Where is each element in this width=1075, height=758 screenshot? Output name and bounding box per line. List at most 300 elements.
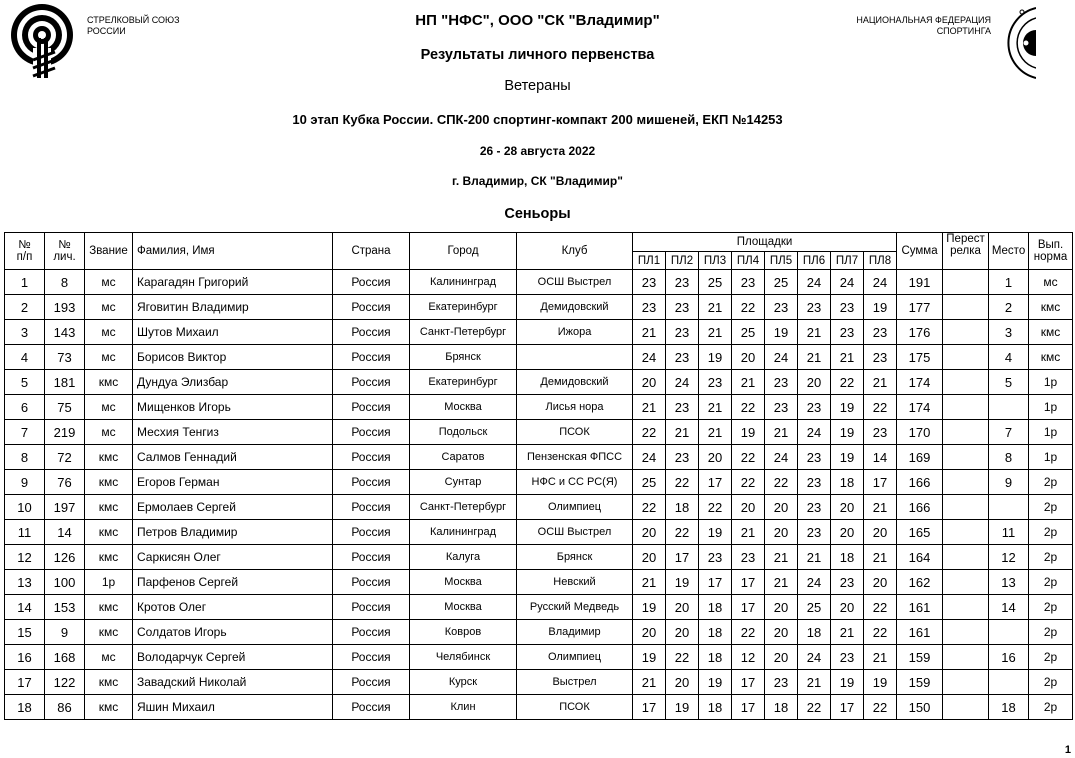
cell-score: 18: [699, 620, 732, 645]
cell-score: 23: [831, 295, 864, 320]
cell-score: 17: [633, 695, 666, 720]
cell-shootoff: [943, 620, 989, 645]
cell-score: 20: [864, 570, 897, 595]
cell-score: 22: [864, 395, 897, 420]
cell-idx: 4: [5, 345, 45, 370]
table-row: [5, 495, 1073, 520]
table-row: [5, 470, 1073, 495]
cell-country: Россия: [333, 320, 410, 345]
cell-idx: 3: [5, 320, 45, 345]
cell-norm: 2р: [1029, 695, 1073, 720]
cell-club: Демидовский: [517, 370, 633, 395]
cell-shootoff: [943, 320, 989, 345]
cell-score: 23: [831, 570, 864, 595]
cell-city: Москва: [410, 570, 517, 595]
cell-club: НФС и СС РС(Я): [517, 470, 633, 495]
cell-idx: 11: [5, 520, 45, 545]
cell-city: Клин: [410, 695, 517, 720]
cell-club: Владимир: [517, 620, 633, 645]
cell-sum: 166: [897, 495, 943, 520]
cell-score: 19: [633, 645, 666, 670]
cell-score: 24: [798, 570, 831, 595]
cell-sum: 191: [897, 270, 943, 295]
cell-score: 23: [864, 320, 897, 345]
table-row: [5, 620, 1073, 645]
cell-country: Россия: [333, 570, 410, 595]
cell-score: 25: [732, 320, 765, 345]
cell-rank: мс: [85, 270, 133, 295]
cell-score: 21: [798, 545, 831, 570]
cell-score: 18: [765, 695, 798, 720]
cell-score: 21: [864, 545, 897, 570]
cell-place: 18: [989, 695, 1029, 720]
cell-score: 22: [765, 470, 798, 495]
cell-club: Выстрел: [517, 670, 633, 695]
col-header-sum: Сумма: [897, 233, 943, 270]
table-row: [5, 420, 1073, 445]
cell-idx: 1: [5, 270, 45, 295]
cell-name: Солдатов Игорь: [133, 620, 333, 645]
cell-score: 20: [699, 445, 732, 470]
cell-place: [989, 495, 1029, 520]
col-header-stand: ПЛ3: [699, 252, 732, 270]
group-title: Сеньоры: [504, 206, 571, 222]
table-row: [5, 520, 1073, 545]
cell-license: 14: [45, 520, 85, 545]
cell-place: [989, 670, 1029, 695]
cell-sum: 161: [897, 595, 943, 620]
cell-club: ОСШ Выстрел: [517, 270, 633, 295]
cell-score: 20: [831, 520, 864, 545]
cell-score: 23: [666, 270, 699, 295]
cell-score: 23: [633, 295, 666, 320]
table-row: [5, 295, 1073, 320]
cell-score: 19: [765, 320, 798, 345]
cell-shootoff: [943, 695, 989, 720]
cell-score: 23: [666, 320, 699, 345]
cell-score: 19: [864, 295, 897, 320]
cell-sum: 170: [897, 420, 943, 445]
cell-score: 25: [798, 595, 831, 620]
cell-score: 17: [732, 570, 765, 595]
cell-score: 21: [864, 370, 897, 395]
cell-country: Россия: [333, 645, 410, 670]
cell-license: 193: [45, 295, 85, 320]
cell-country: Россия: [333, 445, 410, 470]
cell-score: 21: [633, 395, 666, 420]
cell-score: 21: [699, 395, 732, 420]
table-row: [5, 270, 1073, 295]
table-row: [5, 595, 1073, 620]
cell-license: 219: [45, 420, 85, 445]
cell-score: 21: [732, 520, 765, 545]
cell-license: 100: [45, 570, 85, 595]
cell-rank: 1р: [85, 570, 133, 595]
cell-score: 23: [798, 520, 831, 545]
cell-score: 21: [765, 420, 798, 445]
cell-sum: 164: [897, 545, 943, 570]
cell-license: 76: [45, 470, 85, 495]
cell-name: Шутов Михаил: [133, 320, 333, 345]
cell-country: Россия: [333, 520, 410, 545]
cell-score: 17: [831, 695, 864, 720]
cell-shootoff: [943, 470, 989, 495]
cell-score: 22: [831, 370, 864, 395]
cell-score: 23: [699, 370, 732, 395]
cell-score: 20: [633, 520, 666, 545]
cell-license: 181: [45, 370, 85, 395]
cell-rank: кмс: [85, 445, 133, 470]
cell-sum: 159: [897, 670, 943, 695]
cell-score: 22: [864, 620, 897, 645]
cell-city: Калуга: [410, 545, 517, 570]
cell-club: Олимпиец: [517, 645, 633, 670]
cell-score: 23: [864, 345, 897, 370]
cell-name: Егоров Герман: [133, 470, 333, 495]
cell-sum: 166: [897, 470, 943, 495]
cell-score: 22: [666, 645, 699, 670]
results-table: [4, 232, 1073, 720]
cell-score: 18: [666, 495, 699, 520]
cell-norm: 2р: [1029, 495, 1073, 520]
cell-score: 21: [732, 370, 765, 395]
cell-score: 23: [699, 545, 732, 570]
cell-shootoff: [943, 445, 989, 470]
cell-norm: 2р: [1029, 620, 1073, 645]
cell-license: 122: [45, 670, 85, 695]
page-number: 1: [1064, 744, 1071, 756]
cell-rank: кмс: [85, 695, 133, 720]
cell-city: Москва: [410, 395, 517, 420]
col-header-club: Клуб: [517, 233, 633, 270]
cell-shootoff: [943, 345, 989, 370]
org-right-line-1: НАЦИОНАЛЬНАЯ ФЕДЕРАЦИЯ: [856, 15, 991, 25]
cell-name: Саркисян Олег: [133, 545, 333, 570]
col-header-shootoff: Перест релка: [943, 233, 989, 270]
cell-score: 18: [831, 470, 864, 495]
cell-sum: 174: [897, 395, 943, 420]
cell-place: 11: [989, 520, 1029, 545]
cell-place: 4: [989, 345, 1029, 370]
cell-score: 19: [831, 420, 864, 445]
cell-score: 18: [699, 645, 732, 670]
cell-rank: кмс: [85, 370, 133, 395]
cell-shootoff: [943, 370, 989, 395]
cell-place: [989, 620, 1029, 645]
col-header-stand: ПЛ8: [864, 252, 897, 270]
cell-score: 24: [633, 345, 666, 370]
cell-city: Саратов: [410, 445, 517, 470]
cell-score: 20: [765, 645, 798, 670]
cell-score: 21: [699, 295, 732, 320]
cell-score: 21: [831, 620, 864, 645]
cell-club: ОСШ Выстрел: [517, 520, 633, 545]
cell-score: 17: [699, 470, 732, 495]
cell-rank: мс: [85, 645, 133, 670]
cell-norm: 1р: [1029, 420, 1073, 445]
cell-idx: 2: [5, 295, 45, 320]
cell-score: 21: [864, 495, 897, 520]
cell-score: 17: [864, 470, 897, 495]
table-row: [5, 370, 1073, 395]
cell-sum: 174: [897, 370, 943, 395]
cell-score: 22: [798, 695, 831, 720]
cell-score: 19: [831, 670, 864, 695]
cell-score: 20: [633, 545, 666, 570]
cell-license: 143: [45, 320, 85, 345]
cell-score: 19: [699, 670, 732, 695]
table-row: [5, 570, 1073, 595]
cell-score: 23: [798, 470, 831, 495]
col-header-stands-group: Площадки: [633, 233, 897, 252]
cell-score: 18: [831, 545, 864, 570]
table-row: [5, 545, 1073, 570]
cell-score: 25: [765, 270, 798, 295]
cell-score: 17: [732, 595, 765, 620]
cell-shootoff: [943, 645, 989, 670]
cell-place: 2: [989, 295, 1029, 320]
cell-rank: кмс: [85, 470, 133, 495]
cell-score: 23: [798, 395, 831, 420]
cell-score: 21: [633, 670, 666, 695]
cell-idx: 18: [5, 695, 45, 720]
cell-sum: 165: [897, 520, 943, 545]
table-row: [5, 395, 1073, 420]
col-header-idx: № п/п: [5, 233, 45, 270]
col-header-name: Фамилия, Имя: [133, 233, 333, 270]
cell-rank: кмс: [85, 520, 133, 545]
cell-idx: 5: [5, 370, 45, 395]
cell-idx: 13: [5, 570, 45, 595]
cell-name: Петров Владимир: [133, 520, 333, 545]
cell-score: 22: [732, 620, 765, 645]
cell-name: Карагадян Григорий: [133, 270, 333, 295]
cell-score: 22: [633, 420, 666, 445]
cell-place: 8: [989, 445, 1029, 470]
cell-score: 20: [798, 370, 831, 395]
cell-license: 168: [45, 645, 85, 670]
cell-score: 21: [798, 320, 831, 345]
cell-license: 153: [45, 595, 85, 620]
cell-rank: кмс: [85, 670, 133, 695]
cell-city: Курск: [410, 670, 517, 695]
cell-score: 23: [798, 445, 831, 470]
cell-score: 22: [732, 295, 765, 320]
cell-rank: мс: [85, 295, 133, 320]
org-left-line-1: СТРЕЛКОВЫЙ СОЮЗ: [87, 15, 180, 25]
cell-score: 22: [666, 470, 699, 495]
cell-country: Россия: [333, 395, 410, 420]
cell-club: Брянск: [517, 545, 633, 570]
cell-norm: 2р: [1029, 570, 1073, 595]
cell-score: 20: [732, 495, 765, 520]
cell-score: 20: [765, 520, 798, 545]
cell-score: 24: [798, 270, 831, 295]
cell-city: Брянск: [410, 345, 517, 370]
cell-shootoff: [943, 545, 989, 570]
cell-score: 20: [666, 620, 699, 645]
cell-score: 12: [732, 645, 765, 670]
cell-score: 22: [864, 595, 897, 620]
cell-sum: 150: [897, 695, 943, 720]
cell-score: 23: [666, 395, 699, 420]
cell-club: Демидовский: [517, 295, 633, 320]
cell-score: 14: [864, 445, 897, 470]
cell-place: 12: [989, 545, 1029, 570]
cell-score: 20: [765, 620, 798, 645]
col-header-stand: ПЛ6: [798, 252, 831, 270]
cell-score: 21: [831, 345, 864, 370]
cell-license: 86: [45, 695, 85, 720]
cell-score: 21: [666, 420, 699, 445]
cell-score: 21: [864, 645, 897, 670]
cell-idx: 14: [5, 595, 45, 620]
cell-score: 24: [798, 420, 831, 445]
cell-license: 75: [45, 395, 85, 420]
table-row: [5, 670, 1073, 695]
cell-rank: мс: [85, 420, 133, 445]
cell-rank: кмс: [85, 595, 133, 620]
cell-club: ПСОК: [517, 695, 633, 720]
cell-city: Екатеринбург: [410, 370, 517, 395]
cell-score: 25: [633, 470, 666, 495]
cell-club: Русский Медведь: [517, 595, 633, 620]
cell-club: Олимпиец: [517, 495, 633, 520]
cell-score: 23: [666, 445, 699, 470]
cell-sum: 159: [897, 645, 943, 670]
col-header-norm: Вып. норма: [1029, 233, 1073, 270]
cell-score: 21: [798, 345, 831, 370]
cell-country: Россия: [333, 545, 410, 570]
cell-score: 22: [699, 495, 732, 520]
cell-norm: 1р: [1029, 445, 1073, 470]
cell-place: 1: [989, 270, 1029, 295]
cell-score: 21: [765, 545, 798, 570]
cell-score: 23: [732, 270, 765, 295]
cell-score: 23: [765, 295, 798, 320]
cell-club: ПСОК: [517, 420, 633, 445]
cell-shootoff: [943, 520, 989, 545]
cell-license: 197: [45, 495, 85, 520]
cell-idx: 10: [5, 495, 45, 520]
cell-place: 13: [989, 570, 1029, 595]
cell-score: 25: [699, 270, 732, 295]
cell-score: 24: [798, 645, 831, 670]
cell-club: Лисья нора: [517, 395, 633, 420]
cell-shootoff: [943, 270, 989, 295]
cell-score: 23: [864, 420, 897, 445]
cell-name: Мищенков Игорь: [133, 395, 333, 420]
cell-score: 20: [633, 620, 666, 645]
col-header-place: Место: [989, 233, 1029, 270]
cell-idx: 8: [5, 445, 45, 470]
cell-sum: 177: [897, 295, 943, 320]
cell-club: Невский: [517, 570, 633, 595]
cell-country: Россия: [333, 620, 410, 645]
cell-sum: 161: [897, 620, 943, 645]
cell-norm: 2р: [1029, 545, 1073, 570]
cell-name: Ермолаев Сергей: [133, 495, 333, 520]
cell-license: 8: [45, 270, 85, 295]
cell-sum: 169: [897, 445, 943, 470]
cell-norm: 2р: [1029, 670, 1073, 695]
cell-score: 20: [666, 595, 699, 620]
cell-sum: 176: [897, 320, 943, 345]
cell-country: Россия: [333, 370, 410, 395]
cell-score: 19: [633, 595, 666, 620]
cell-score: 18: [699, 595, 732, 620]
cell-norm: 2р: [1029, 595, 1073, 620]
event-dates: 26 - 28 августа 2022: [479, 144, 596, 158]
cell-country: Россия: [333, 270, 410, 295]
cell-score: 24: [864, 270, 897, 295]
document-title: Результаты личного первенства: [420, 47, 655, 63]
cell-city: Сунтар: [410, 470, 517, 495]
cell-score: 22: [864, 695, 897, 720]
cell-norm: кмс: [1029, 320, 1073, 345]
cell-country: Россия: [333, 295, 410, 320]
cell-country: Россия: [333, 470, 410, 495]
cell-name: Кротов Олег: [133, 595, 333, 620]
cell-score: 23: [831, 320, 864, 345]
cell-idx: 6: [5, 395, 45, 420]
cell-city: Челябинск: [410, 645, 517, 670]
cell-score: 19: [831, 395, 864, 420]
cell-place: 16: [989, 645, 1029, 670]
cell-norm: 1р: [1029, 395, 1073, 420]
table-row: [5, 445, 1073, 470]
cell-shootoff: [943, 670, 989, 695]
col-header-stand: ПЛ5: [765, 252, 798, 270]
cell-score: 22: [633, 495, 666, 520]
col-header-country: Страна: [333, 233, 410, 270]
cell-score: 20: [633, 370, 666, 395]
cell-place: 9: [989, 470, 1029, 495]
col-header-stand: ПЛ4: [732, 252, 765, 270]
cell-place: 5: [989, 370, 1029, 395]
col-header-stand: ПЛ2: [666, 252, 699, 270]
col-header-rank: Звание: [85, 233, 133, 270]
cell-city: Екатеринбург: [410, 295, 517, 320]
cell-country: Россия: [333, 495, 410, 520]
cell-score: 21: [633, 570, 666, 595]
table-row: [5, 695, 1073, 720]
cell-name: Володарчук Сергей: [133, 645, 333, 670]
cell-score: 17: [732, 695, 765, 720]
cell-score: 23: [765, 670, 798, 695]
cell-score: 21: [765, 570, 798, 595]
event-venue: г. Владимир, СК "Владимир": [452, 174, 623, 188]
cell-name: Парфенов Сергей: [133, 570, 333, 595]
cell-score: 24: [765, 345, 798, 370]
cell-club: Ижора: [517, 320, 633, 345]
table-row: [5, 645, 1073, 670]
cell-score: 19: [732, 420, 765, 445]
cell-score: 23: [765, 370, 798, 395]
cell-score: 19: [666, 570, 699, 595]
cell-shootoff: [943, 295, 989, 320]
cell-norm: 1р: [1029, 370, 1073, 395]
table-row: [5, 320, 1073, 345]
cell-place: 3: [989, 320, 1029, 345]
cell-idx: 17: [5, 670, 45, 695]
cell-name: Месхия Тенгиз: [133, 420, 333, 445]
cell-sum: 175: [897, 345, 943, 370]
cell-score: 23: [765, 395, 798, 420]
cell-score: 19: [864, 670, 897, 695]
cell-name: Завадский Николай: [133, 670, 333, 695]
cell-score: 20: [732, 345, 765, 370]
